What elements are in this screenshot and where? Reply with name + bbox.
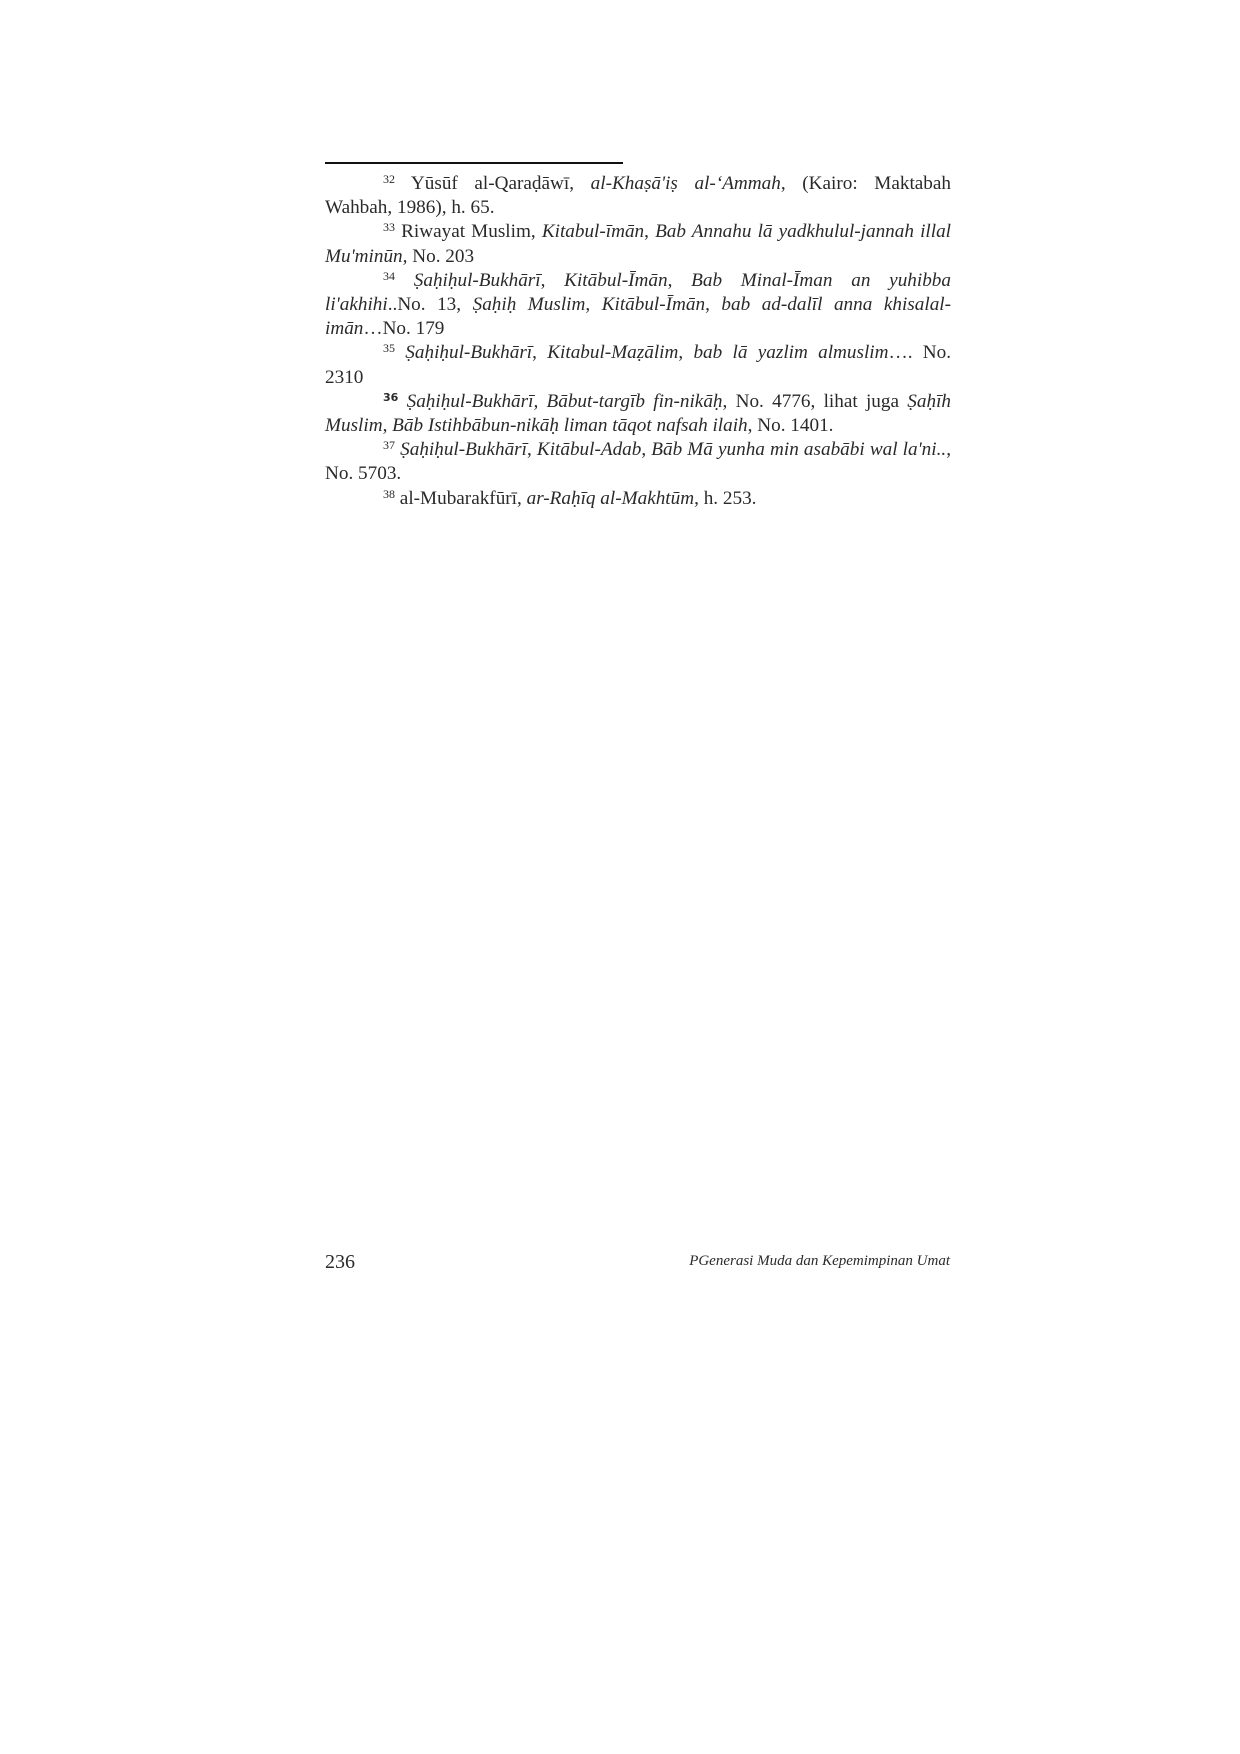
footnote-italic-text: Kitābul-Īmān [564,269,668,291]
footnote-text: , [382,415,393,437]
footnote-italic-text: Kitabul-īmān [541,221,645,243]
footnote-text: , [540,269,565,291]
footnote-38 [325,487,951,511]
footnote-text: , [667,269,692,291]
footnote-text: , (Kairo: Maktabah Wahbah, 1986), h. 65. [325,173,951,219]
footnote-text: Yūsūf al-Qaraḍāwī, [410,173,591,194]
footnote-text: , No. 5703. [325,439,952,485]
running-footer-title: PGenerasi Muda dan Kepemimpinan Umat [689,1253,950,1269]
footnote-32 [325,172,951,220]
footnote-text: , No. 4776, lihat juga [722,390,908,412]
footnote-text: No. 203 [407,245,475,267]
page-number: 236 [325,1251,355,1273]
footnote-italic-text: Bāb Mā yunha min asabābi wal la'ni.. [651,439,947,461]
footnotes-section [325,172,951,511]
footnote-italic-text: Bab Annahu lā yadkhulul-jannah illal Mu'minūn, [325,221,951,267]
footnote-text: , [644,221,656,243]
footnote-italic-text: Kitābul-Adab [536,439,642,461]
footnote-text: al-Mubarakfūrī, [399,487,527,509]
footnote-italic-text: Kitābul-Īmān [601,294,706,316]
footnote-text: , No. 1401. [747,415,834,437]
footnote-italic-text: Ṣaḥiḥ Muslim [472,294,586,316]
footnote-italic-text: Ṣaḥīh Muslim [325,390,952,437]
footnote-number: 35 [383,341,395,356]
footnote-number: 33 [383,220,395,235]
footnote-text: , [678,342,694,364]
footnote-text: , [526,439,537,461]
footnote-italic-text: Ṣaḥiḥul-Bukhārī [405,342,533,364]
footnote-italic-text: Ṣaḥiḥul-Bukhārī [400,439,527,461]
footnote-italic-text: ar-Raḥīq al-Makhtūm [526,487,695,509]
footnote-37 [325,438,951,486]
footnote-text: ..No. 13, [387,294,473,316]
footnote-italic-text: al-Khaṣā'iṣ al-‘Ammah [590,173,781,194]
footnote-text: Riwayat Muslim, [401,221,542,243]
footnote-text: , [532,342,548,364]
footnote-text: …No. 179 [363,318,445,340]
footnote-italic-text: Bab Minal-Īman an yuhibba li'akhihi [325,269,951,316]
footnote-text: , [641,439,652,461]
footnote-text: , [705,294,722,316]
footnote-35 [325,341,951,389]
footnote-number: 37 [383,438,395,453]
footnote-number: 38 [383,486,395,501]
footnote-36 [325,390,951,438]
footnote-text: …. No. 2310 [325,342,952,388]
footnote-number: 34 [383,268,395,283]
footnote-number: 36 [383,390,399,404]
footnote-number: 32 [383,172,395,186]
footnote-italic-text: bab ad-dalīl anna khisalal- imān [325,294,952,340]
footnote-separator-rule [325,162,623,164]
footnote-33 [325,220,951,268]
footnote-italic-text: Ṣaḥiḥul-Bukhārī [413,269,541,291]
footnote-italic-text: bab lā yazlim almuslim [693,342,889,364]
footnote-text: , [585,294,602,316]
footnote-italic-text: Ṣaḥiḥul-Bukhārī, Bābut-targīb fin-nikāḥ [406,390,723,412]
footnote-italic-text: Kitabul-Maẓālim [547,342,679,364]
footnote-text: , h. 253. [694,487,757,509]
footnote-34 [325,269,951,342]
footnote-italic-text: Bāb Istihbābun-nikāḥ liman tāqot nafsah ilaih [392,415,748,437]
